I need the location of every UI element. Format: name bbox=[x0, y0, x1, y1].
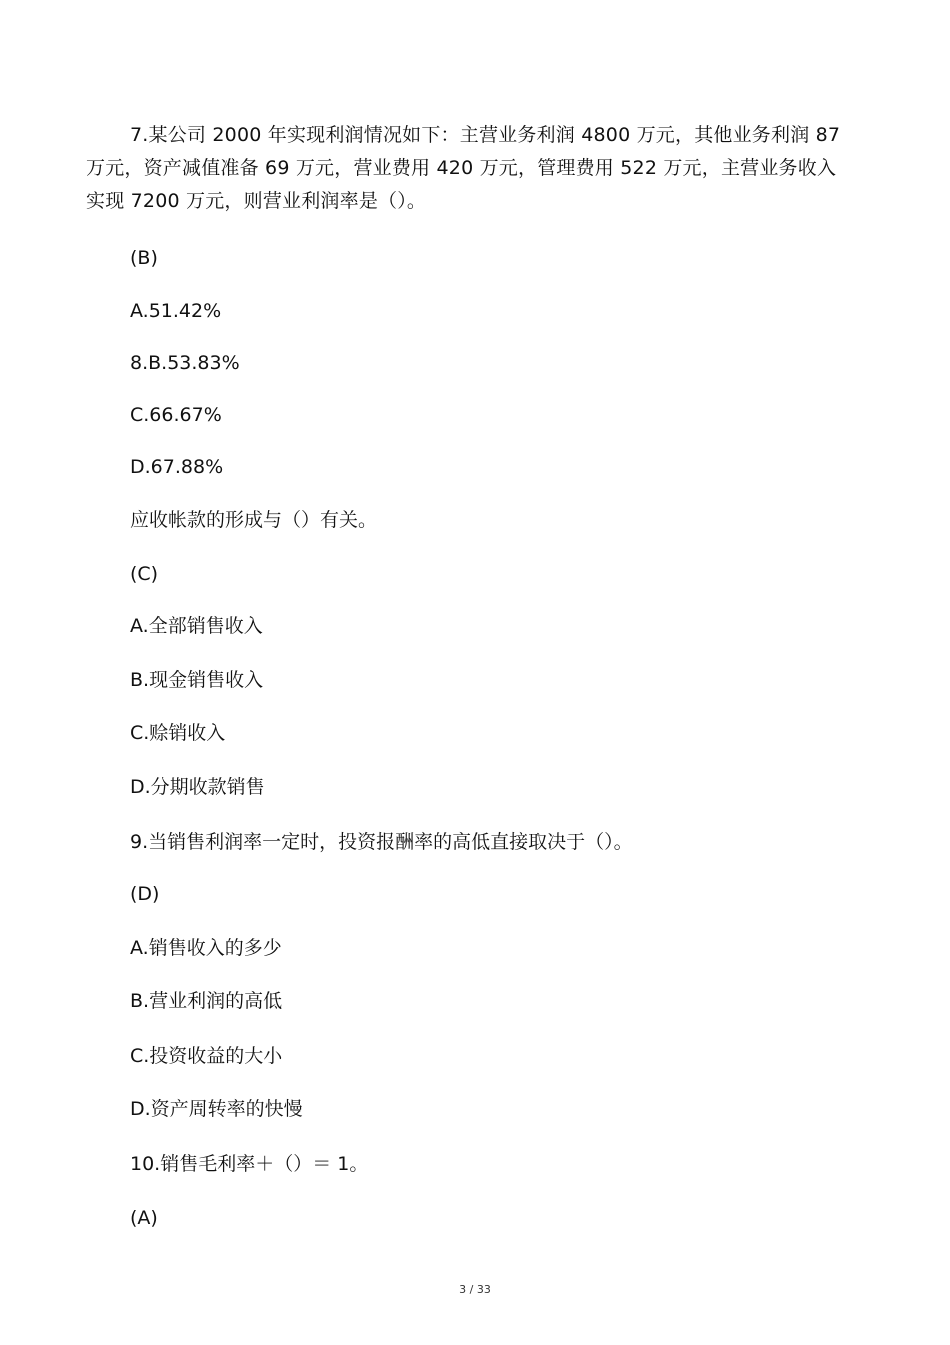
question-10-answer: (A) bbox=[130, 1207, 158, 1229]
page-number: 3 / 33 bbox=[459, 1283, 491, 1296]
question-9-option-d: D.资产周转率的快慢 bbox=[130, 1098, 303, 1120]
question-8-option-d: D.分期收款销售 bbox=[130, 776, 265, 798]
question-7-option-d: D.67.88% bbox=[130, 456, 224, 478]
question-8-option-c: C.赊销收入 bbox=[130, 722, 226, 744]
question-8-answer: (C) bbox=[130, 563, 159, 585]
question-8-option-a: A.全部销售收入 bbox=[130, 615, 263, 637]
question-7-option-c: C.66.67% bbox=[130, 404, 222, 426]
question-9-text: 9.当销售利润率一定时，投资报酬率的高低直接取决于（）。 bbox=[130, 831, 633, 853]
question-9-option-a: A.销售收入的多少 bbox=[130, 937, 282, 959]
question-8-option-b: B.现金销售收入 bbox=[130, 669, 264, 691]
question-8-text: 应收帐款的形成与（）有关。 bbox=[130, 509, 378, 531]
question-7-answer: (B) bbox=[130, 247, 158, 269]
question-9-option-c: C.投资收益的大小 bbox=[130, 1045, 283, 1067]
question-9-answer: (D) bbox=[130, 883, 160, 905]
question-10-text: 10.销售毛利率＋（）＝ 1。 bbox=[130, 1153, 369, 1175]
question-7-option-b: 8.B.53.83% bbox=[130, 352, 240, 374]
question-7-text: 7.某公司 2000 年实现利润情况如下：主营业务利润 4800 万元，其他业务利润 87 万元，资产减值准备 69 万元，营业费用 420 万元，管理费用 522 万元，主营业务收入实现 7200 万元，则营业利润率是（）。 bbox=[86, 124, 841, 212]
question-9-option-b: B.营业利润的高低 bbox=[130, 990, 283, 1012]
question-7-option-a: A.51.42% bbox=[130, 300, 222, 322]
